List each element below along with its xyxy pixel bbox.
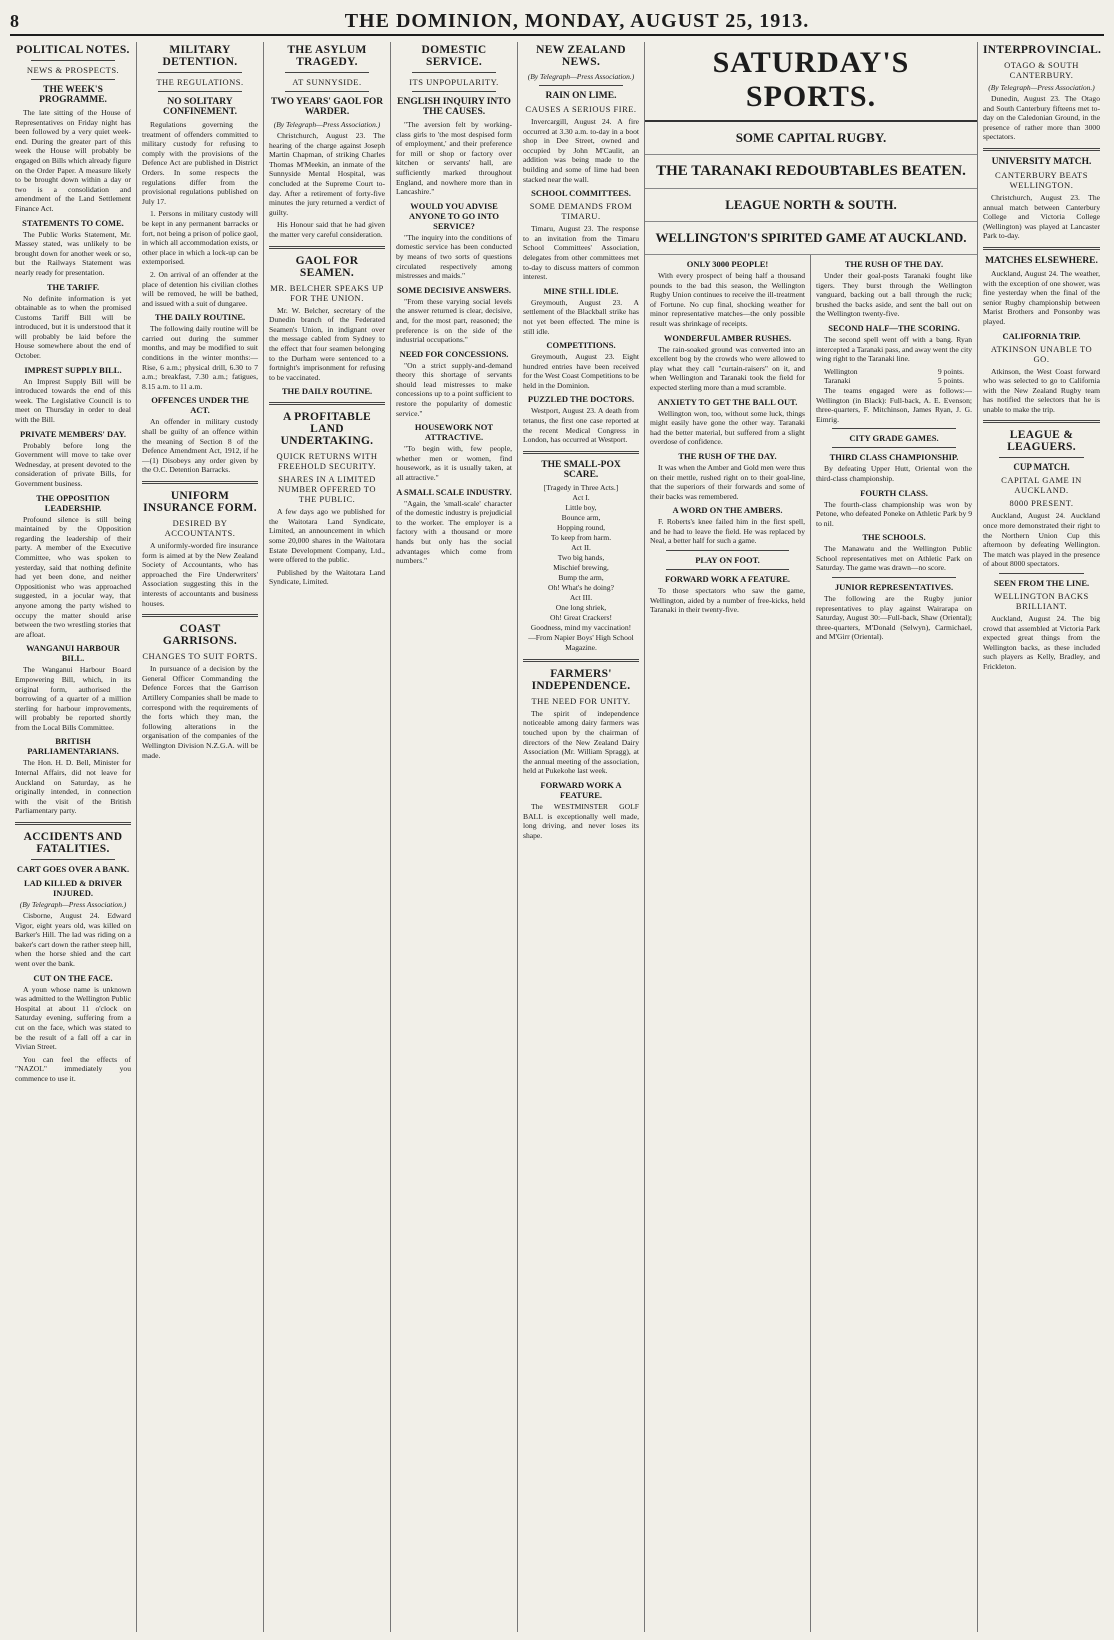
article-text: An Imprest Supply Bill will be introduced towards the end of this week. The Legislative Council is to meet on Thursday in order to deal with the Bill. (15, 376, 131, 425)
section-heading: THE RUSH OF THE DAY. (844, 259, 944, 269)
double-divider (142, 481, 258, 484)
double-divider (983, 247, 1100, 250)
article-text: Greymouth, August 23. A settlement of the Blackball strike has not yet been effected. The mine is still idle. (523, 297, 639, 336)
article-text: F. Roberts's knee failed him in the first spell, and he had to leave the field. He was replaced by Neal, a better half for such a game. (650, 517, 805, 546)
article-text: 1. Persons in military custody will be kept in any permanent barracks or fort, not being a prison of police gaol, in which all accommodation exists, or other place in which a lock-up can be extemporised. (142, 209, 258, 267)
article-text: "From these varying social levels the answer returned is clear, decisive, and, for the most part, reasoned; the preference is on the side of the industrial occupations." (396, 296, 512, 345)
section-heading: WOULD YOU ADVISE ANYONE TO GO INTO SERVICE? (409, 200, 499, 231)
advertisement-text: You can feel the effects of "NAZOL" immediately you commence to use it. (15, 1054, 131, 1083)
section-heading: WANGANUI HARBOUR BILL. (26, 643, 120, 664)
section-heading: MINE STILL IDLE. (543, 285, 619, 296)
team-score: 9 points. (937, 366, 964, 376)
section-heading: THE TARIFF. (46, 281, 100, 292)
poem (523, 493, 639, 633)
article-text: "The aversion felt by working-class girls to 'the most despised form of employment,' and their preference for mill or shop or factory over kitchen or servants' hall, are sufficiently marked throughout England, and nowhere more than in Lancashire." (396, 120, 512, 197)
masthead (10, 8, 1104, 36)
article-text: No definite information is yet obtainable as to when the promised Customs Tariff Bill will be introduced, but it is understood that it will probably be laid before the House somewhere about the end of October. (15, 293, 131, 361)
divider (412, 72, 496, 73)
byline: (By Telegraph—Press Association.) (527, 72, 635, 81)
divider (832, 447, 956, 448)
divider (285, 72, 369, 73)
section-heading: NO SOLITARY CONFINEMENT. (163, 97, 237, 117)
sports-banner: SATURDAY'S SPORTS. (645, 42, 977, 122)
score-line (816, 367, 972, 377)
section-heading: LAD KILLED & DRIVER INJURED. (24, 878, 122, 899)
section-heading: CALIFORNIA TRIP. (1002, 330, 1081, 341)
section-heading: FORWARD WORK A FEATURE. (540, 780, 622, 800)
newspaper-title: THE DOMINION, MONDAY, AUGUST 25, 1913. (344, 9, 810, 32)
article-text: Auckland, August 24. The big crowd that assembled at Victoria Park expected great things from the Wellington backs, as these included such players as Kelly, Bradley, and Frickleton. (983, 614, 1100, 671)
section-heading: TWO YEARS' GAOL FOR WARDER. (270, 97, 384, 117)
poem-line: Act III. (569, 592, 593, 602)
poem-line: Hopping round, (556, 522, 606, 532)
article-text: The Manawatu and the Wellington Public School representatives met on Athletic Park on Saturday. The game was drawn—no score. (816, 544, 972, 573)
double-divider (523, 451, 639, 454)
section-heading: MATCHES ELSEWHERE. (985, 255, 1098, 266)
double-divider (523, 659, 639, 662)
section-heading: SCHOOL COMMITTEES. (531, 188, 631, 199)
article-text: The Hon. H. D. Bell, Minister for Internal Affairs, did not leave for Auckland on Saturday, as he originally intended, in connection with the visit of the British Parliamentary party. (15, 758, 131, 816)
article-text: The fourth-class championship was won by Petone, who defeated Poneke on Athletic Park by 9 to nil. (816, 499, 972, 528)
section-heading: THE DAILY ROUTINE. (281, 386, 373, 397)
article-text: The late sitting of the House of Representatives on Friday night has been followed by a very quiet week-end. During the greater part of this week the House will probably be engaged on Bills which already figure on the Order Paper. A measure likely to be brought down within a day or two is a consolidation and amendment of the Land Settlement Finance Act. (15, 108, 131, 213)
section-heading: STATEMENTS TO COME. (22, 217, 124, 228)
column-interprovincial (978, 42, 1105, 1632)
divider (999, 573, 1084, 574)
column-new-zealand-news (518, 42, 645, 1632)
section-heading: A WORD ON THE AMBERS. (672, 505, 783, 516)
double-divider (269, 246, 385, 249)
article-text: The Public Works Statement, Mr. Massey stated, was unlikely to be brought down for another week or so, but the Railways Statement was nearly ready for presentation. (15, 229, 131, 277)
section-heading: A SMALL SCALE INDUSTRY. (396, 486, 512, 497)
section-heading: BRITISH PARLIAMENTARIANS. (27, 736, 119, 757)
section-heading: UNIVERSITY MATCH. (991, 156, 1092, 167)
sports-headline: WELLINGTON'S SPIRITED GAME AT AUCKLAND. (645, 222, 977, 255)
article-text: "Again, the 'small-scale' character of the domestic industry is prejudicial to the worker. The employer is a factory with a thousand or more hands but only has the social advantages which come from numbers." (396, 498, 512, 566)
article-text: The following daily routine will be carried out during the summer months, and may be modified to suit conditions in the winter months:—Rise, 6 a.m.; physical drill, 6.30 to 7 a.m.; breakfast, 7.30 a.m.; fatigues, 8.15 a.m. to 11 a.m. (142, 324, 258, 391)
subheadline: THE REGULATIONS. (156, 77, 244, 87)
section-heading: WONDERFUL AMBER RUSHES. (663, 332, 792, 343)
article-text: 2. On arrival of an offender at the place of detention his civilian clothes will be removed, he will be bathed, and issued with a suit of dungaree. (142, 269, 258, 308)
team-name: Taranaki (824, 376, 851, 386)
poem-line: One long shriek, (555, 602, 607, 612)
advertisement-text: The WESTMINSTER GOLF BALL is exceptionally well made, long driving, and never loses its shape. (523, 802, 639, 840)
section-heading: PUZZLED THE DOCTORS. (527, 394, 635, 405)
article-text: By defeating Upper Hutt, Oriental won the third-class championship. (816, 464, 972, 483)
article-text: "On a strict supply-and-demand theory this shortage of servants should lead mistresses to make concessions up to a point sufficient to restore the popularity of domestic service." (396, 360, 512, 418)
section-heading: THE SCHOOLS. (862, 532, 926, 543)
score-line (816, 376, 972, 386)
double-divider (15, 822, 131, 825)
headline: DOMESTIC SERVICE. (421, 44, 487, 68)
section-heading: SEEN FROM THE LINE. (993, 578, 1090, 589)
poem-line: Little boy, (565, 502, 597, 512)
subheadline: 8000 PRESENT. (1009, 498, 1074, 509)
headline: NEW ZEALAND NEWS. (536, 44, 626, 68)
section-heading: SECOND HALF—THE SCORING. (828, 322, 960, 333)
divider (832, 428, 956, 429)
section-heading: THE RUSH OF THE DAY. (678, 450, 777, 461)
headline: FARMERS' INDEPENDENCE. (531, 667, 631, 692)
column-political-notes (10, 42, 137, 1632)
column-asylum-tragedy (264, 42, 391, 1632)
double-divider (269, 402, 385, 405)
divider (31, 859, 115, 860)
column-domestic-service (391, 42, 518, 1632)
article-text: Atkinson, the West Coast forward who was selected to go to California with the New Zealand Rugby team has notified the selectors that he is unable to make the trip. (983, 366, 1100, 414)
poem-line: Act I. (572, 492, 590, 502)
article-text: A youn whose name is unknown was admitted to the Wellington Public Hospital at about 11 o'clock on Saturday evening, suffering from a cut on the face, which was stated to be the result of a fall off a car in Vivian Street. (15, 984, 131, 1052)
headline: ACCIDENTS AND FATALITIES. (23, 831, 123, 856)
divider (999, 457, 1084, 458)
section-heading: FORWARD WORK A FEATURE. (664, 574, 790, 585)
subheadline: ATKINSON UNABLE TO GO. (990, 343, 1093, 364)
section-heading: HOUSEWORK NOT ATTRACTIVE. (414, 422, 494, 443)
team-name: Wellington (824, 366, 858, 376)
page-number: 8 (10, 10, 19, 31)
article-text: An offender in military custody shall be guilty of an offence within the meaning of Section 8 of the Defence Amendment Act, 1912, if he—(1) Disobeys any order given by the O.C. Detention Barracks. (142, 417, 258, 475)
article-text: The following are the Rugby junior representatives to play against Wairarapa on Saturday, August 30:—Full-back, Shaw (Oriental); three-quarters, M'Donald (Selwyn), Carmichael, and M'Girr (Oriental). (816, 594, 972, 642)
byline: (By Telegraph—Press Association.) (988, 83, 1095, 92)
subheadline: AT SUNNYSIDE. (292, 77, 362, 87)
headline: UNIFORM INSURANCE FORM. (143, 490, 257, 514)
article-text: Published by the Waitotara Land Syndicate, Limited. (269, 567, 385, 587)
subheadline: DESIRED BY ACCOUNTANTS. (164, 518, 236, 538)
subheadline: CAUSES A SERIOUS FIRE. (525, 104, 637, 114)
article-text: Probably before long the Government will move to take over Wednesday, at present devoted to the consideration of private Bills, for Government business. (15, 440, 131, 488)
article-text: The rain-soaked ground was converted into an excellent bog by the crowds who were allowed to play what they call "curtain-raisers" on it, and when Wellington and Taranaki took the field for expected sterling more than a mud scramble. (650, 344, 805, 392)
poem-line: To keep from harm. (550, 532, 612, 542)
article-text: The second spell went off with a bang. Ryan intercepted a Taranaki pass, and away went the city wing right to the Taranaki line. (816, 334, 972, 364)
article-text: "The inquiry into the conditions of domestic service has been conducted by means of two sorts of questions circulated respectively among mistresses and maids." (396, 232, 512, 281)
divider (158, 91, 242, 92)
article-text: "To begin with, few people, whether men or women, find housework, as it is usually taken, at all attractive." (396, 444, 512, 483)
article-text: His Honour said that he had given the matter very careful consideration. (269, 220, 385, 239)
double-divider (983, 420, 1100, 423)
section-heading: THIRD CLASS CHAMPIONSHIP. (829, 452, 959, 463)
headline: MILITARY DETENTION. (162, 44, 238, 68)
subheadline: NEWS & PROSPECTS. (26, 65, 120, 75)
double-divider (983, 148, 1100, 151)
article-text: Under their goal-posts Taranaki fought like tigers. They burst through the Wellington vanguard, backing out a ball through the ruck; brushed the backs aside, and sent the ball out on the Wellington twenty-five. (816, 271, 972, 319)
team-score: 5 points. (937, 376, 964, 386)
article-text: Mr. W. Belcher, secretary of the Dunedin branch of the Federated Seamen's Union, in indignant over the message cabled from Sydney to the effect that four seamen belonging to the Durham were sentenced to a fortnight's imprisonment for refusing to be vaccinated. (269, 305, 385, 382)
subheadline: CHANGES TO SUIT FORTS. (142, 651, 258, 662)
headline: LEAGUE & LEAGUERS. (1007, 429, 1076, 454)
poem-line: Oh! What's he doing? (548, 582, 614, 592)
headline: THE ASYLUM TRAGEDY. (287, 44, 367, 68)
sports-subcolumn-left (645, 255, 811, 1632)
headline: POLITICAL NOTES. (16, 44, 130, 56)
poem-line: Oh! Great Crackers! (550, 612, 612, 622)
section-heading: COMPETITIONS. (546, 340, 616, 351)
subheadline: OTAGO & SOUTH CANTERBURY. (1004, 60, 1079, 80)
divider (832, 577, 956, 578)
subheadline: WELLINGTON BACKS BRILLIANT. (994, 591, 1089, 612)
divider (666, 550, 789, 551)
subheadline: SOME DEMANDS FROM TIMARU. (529, 201, 633, 222)
subheadline: ITS UNPOPULARITY. (409, 77, 499, 87)
subheadline: CANTERBURY BEATS WELLINGTON. (995, 169, 1088, 190)
poem-line: Goodness, mind my vaccination! (530, 622, 632, 632)
sports-subcolumn-right (811, 255, 977, 1632)
section-heading: ONLY 3000 PEOPLE! (686, 259, 769, 269)
article-text: The spirit of independence noticeable among dairy farmers was touched upon by the chairman of directors of the New Zealand Dairy Association (Mr. William Spragg), at the annual meeting of the association, held at Pukekohe last week. (523, 708, 639, 776)
section-heading: PRIVATE MEMBERS' DAY. (19, 428, 127, 439)
article-text: In pursuance of a decision by the General Officer Commanding the Defence Forces that the Garrison Artillery Companies shall be made to correspond with the requirements of the forts which they man, the following alterations in the organisation of the companies of the Wellington Division N.Z.G.A. will be made. (142, 664, 258, 760)
poem-line: Bump the arm, (558, 572, 604, 582)
divider (666, 569, 789, 570)
divider (539, 85, 623, 86)
section-heading: THE DAILY ROUTINE. (154, 312, 246, 323)
column-military-detention (137, 42, 264, 1632)
article-text: Profound silence is still being maintained by the Opposition regarding the leadership of their party. A member of the Executive Committee, who was spoken to yesterday, said that nothing definite had yet been done, and neither Oppositionist who was approached suggested, in a jocular way, that anyone among the party wished to occupy the matter should arise between the two wrestling stories that are afloat. (15, 514, 131, 639)
article-text: Auckland, August 24. Auckland once more demonstrated their right to the Northern Union Cup this afternoon by defeating Wellington. The match was played in the presence of about 8000 spectators. (983, 511, 1100, 569)
section-heading: CART GOES OVER A BANK. (16, 864, 130, 875)
section-heading: IMPREST SUPPLY BILL. (24, 364, 122, 375)
double-divider (142, 614, 258, 617)
poem-line: Act II. (571, 542, 591, 552)
section-heading: THE OPPOSITION LEADERSHIP. (36, 492, 110, 513)
poem-subtitle: [Tragedy in Three Acts.] (543, 482, 619, 492)
article-text: Dunedin, August 23. The Otago and South Canterbury fifteens met to-day on the Caledonian Ground, in the presence of rather more than 3000 spectators. (983, 94, 1100, 142)
article-text: Invercargill, August 24. A fire occurred at 3.30 a.m. to-day in a boot shop in Dee Street, owned and occupied by John M'Caulit, an addition was being made to the building and some of lime had been stacked near the wall. (523, 117, 639, 184)
poem-line: Bounce arm, (561, 512, 601, 522)
section-heading: ANXIETY TO GET THE BALL OUT. (657, 396, 798, 407)
divider (31, 79, 115, 80)
columns (10, 42, 1104, 1632)
section-heading: SOME DECISIVE ANSWERS. (396, 284, 512, 295)
article-text: The Wanganui Harbour Board Empowering Bill, which, in its original form, authorised the borrowing of a quarter of a million sterling for harbour improvements, will probably be reported shortly from the Local Bills Committee. (15, 665, 131, 732)
byline: (By Telegraph—Press Association.) (273, 120, 381, 129)
sports-section (645, 42, 978, 1632)
poem-line: Two big hands, (557, 552, 605, 562)
headline: GAOL FOR SEAMEN. (295, 254, 359, 279)
poem-credit: —From Napier Boys' High School Magazine. (528, 632, 634, 652)
sports-headline: THE TARANAKI REDOUBTABLES BEATEN. (645, 155, 977, 189)
divider (412, 91, 496, 92)
section-heading: THE SMALL-POX SCARE. (541, 459, 621, 480)
article-text: With every prospect of being half a thousand pounds to the bad this season, the Wellington Rugby Union continues to receive the ill-treatment of Fortune. No cup final, shocking weather for minor representative matches—the only possible result was shrinkage of receipts. (650, 271, 805, 328)
subheadline: THE NEED FOR UNITY. (531, 695, 631, 706)
subheadline: MR. BELCHER SPEAKS UP FOR THE UNION. (270, 282, 384, 303)
article-text: Greymouth, August 23. Eight hundred entries have been received for the West Coast Competitions to be held in the Dominion. (523, 352, 639, 390)
article-text: To those spectators who saw the game, Wellington, aided by a number of free-kicks, held Taranaki in their twenty-five. (650, 586, 805, 615)
article-text: Cisborne, August 24. Edward Vigor, eight years old, was killed on Barker's Hill. The lad was riding on a baker's cart down the rather steep hill, when the horse shied and the cart went over the bank. (15, 911, 131, 968)
section-heading: RAIN ON LIME. (545, 91, 617, 101)
subheadline: QUICK RETURNS WITH FREEHOLD SECURITY. (276, 451, 378, 472)
section-heading: FOURTH CLASS. (860, 487, 928, 498)
sports-subcolumns (645, 255, 977, 1632)
section-heading: CITY GRADE GAMES. (849, 433, 939, 444)
article-text: Auckland, August 24. The weather, with the exception of one shower, was fine yesterday when the final of the senior Rugby championship between Marist Brothers and Ponsonby was played. (983, 268, 1100, 326)
headline: INTERPROVINCIAL. (983, 44, 1102, 56)
section-heading: CUT ON THE FACE. (33, 972, 113, 983)
section-heading: ENGLISH INQUIRY INTO THE CAUSES. (397, 97, 511, 117)
article-text: Wellington won, too, without some luck, things might easily have gone the other way. Taranaki had the better material, but suffered from a slight overdose of confidence. (650, 408, 805, 447)
byline: (By Telegraph—Press Association.) (19, 900, 127, 910)
article-text: A few days ago we published for the Waitotara Land Syndicate, Limited, an announcement in which some 20,000 shares in the Waitotara Estate Development Company, Ltd., were offered to the public. (269, 507, 385, 565)
poem-line: Mischief brewing, (553, 562, 609, 572)
divider (31, 60, 115, 61)
article-text: Christchurch, August 23. The annual match between Canterbury College and Victoria College (Wellington) was played at Lancaster Park to-day. (983, 192, 1100, 241)
section-heading: JUNIOR REPRESENTATIVES. (834, 582, 954, 593)
article-text: Timaru, August 23. The response to an invitation from the Timaru School Committees' Association, delegates from other committees met to-day to discuss matters of common interest. (523, 224, 639, 282)
divider (158, 72, 242, 73)
section-heading: NEED FOR CONCESSIONS. (399, 348, 509, 359)
article-text: It was when the Amber and Gold men were thus on their mettle, rushed right on to their goal-line, that the superiors of their forwards and some of their backs was remembered. (650, 462, 805, 501)
article-text: The teams engaged were as follows:—Wellington (in Black): Full-back, A. E. Evenson; three-quarters, F. Mitchinson, James Ryan, J. G. Eimrig. (816, 385, 972, 424)
section-heading: OFFENCES UNDER THE ACT. (151, 395, 249, 416)
section-heading: THE WEEK'S PROGRAMME. (39, 85, 107, 105)
sports-headline: SOME CAPITAL RUGBY. (645, 122, 977, 155)
divider (285, 91, 369, 92)
article-text: Regulations governing the treatment of offenders committed to military custody for refusing to comply with the provisions of the Defence Act are published in District Orders. In some respects the regulations differ from the provisional regulations published on July 17. (142, 120, 258, 206)
headline: A PROFITABLE LAND UNDERTAKING. (280, 411, 374, 448)
sports-headline: LEAGUE NORTH & SOUTH. (645, 189, 977, 222)
article-text: A uniformly-worded fire insurance form is aimed at by the New Zealand Society of Accountants, who has approached the Fire Underwriters' Association suggesting this in the interests of accountants and business houses. (142, 541, 258, 608)
article-text: Christchurch, August 23. The hearing of the charge against Joseph Martin Chapman, of striking Charles Thomas M'Meekin, an inmate of the Sunnyside Mental Hospital, was concluded at the Supreme Court to-day. After a retirement of forty-five minutes the jury returned a verdict of guilty. (269, 131, 385, 217)
subheadline: CAPITAL GAME IN AUCKLAND. (1001, 475, 1082, 496)
section-heading: PLAY ON FOOT. (695, 555, 760, 566)
subheadline: SHARES IN A LIMITED NUMBER OFFERED TO THE PUBLIC. (278, 474, 376, 505)
article-text: Westport, August 23. A death from tetanus, the first one case reported at the recent Medical Congress in London, has occurred at Westport. (523, 406, 639, 445)
subheadline: CUP MATCH. (1013, 462, 1070, 473)
headline: COAST GARRISONS. (162, 623, 238, 648)
